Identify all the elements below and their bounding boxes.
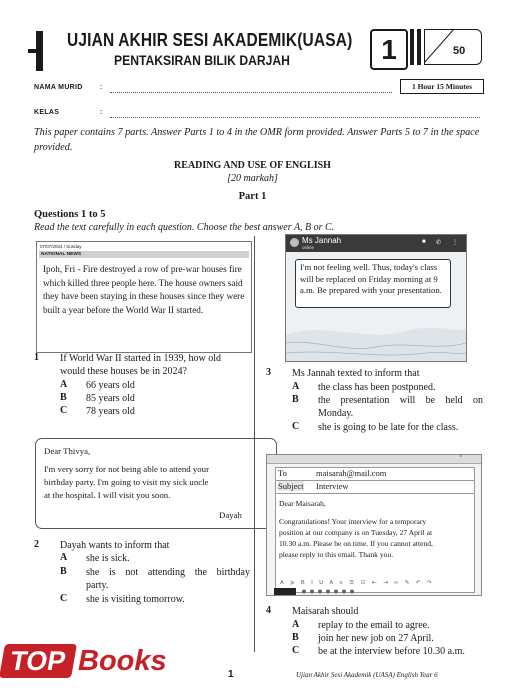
q3-option-a-letter[interactable]: A xyxy=(292,381,300,392)
email-line-2: position at our company is on Tuesday, 27 April at xyxy=(279,528,433,537)
email-greeting: Dear Maisarah, xyxy=(279,499,326,508)
email-line-3: 10.30 a.m. Please be on time. If you cannot attend, xyxy=(279,539,433,548)
q2-option-b-text: she is not attending the birthday xyxy=(86,567,250,578)
part-heading: Part 1 xyxy=(238,191,267,202)
logo-top-text: TOP xyxy=(0,644,77,678)
q3-option-c-letter[interactable]: C xyxy=(292,421,300,432)
email-send-bar xyxy=(274,588,424,595)
letter-line-1: I'm very sorry for not being able to attend your xyxy=(44,464,210,474)
q4-option-c-text: be at the interview before 10.30 a.m. xyxy=(318,646,465,657)
header-bracket-mark xyxy=(28,31,50,71)
q3-option-b-text: the presentation will be held on xyxy=(318,395,483,406)
email-title-bar xyxy=(267,455,481,464)
q4-stem: Maisarah should xyxy=(292,606,359,617)
q4-option-b-text: join her new job on 27 April. xyxy=(318,633,434,644)
email-subject-label: Subject xyxy=(278,481,304,491)
email-subject-field[interactable]: Interview xyxy=(316,481,349,491)
q1-option-c-text: 78 years old xyxy=(86,406,135,417)
name-colon: : xyxy=(100,82,103,91)
paper-number-box: 1 xyxy=(370,29,408,70)
video-call-icon: ■ xyxy=(422,239,426,245)
q3-option-a-text: the class has been postponed. xyxy=(318,382,436,393)
q1-option-c-letter[interactable]: C xyxy=(60,405,68,416)
paper-title: UJIAN AKHIR SESI AKADEMIK(UASA) xyxy=(67,30,353,50)
more-options-icon: ⋮ xyxy=(452,240,458,246)
class-field[interactable] xyxy=(110,117,480,118)
paper-subtitle: PENTAKSIRAN BILIK DARJAH xyxy=(114,53,290,68)
topbooks-watermark-logo xyxy=(0,638,185,686)
letter-signature: Dayah xyxy=(219,510,242,520)
chat-message-bubble: I'm not feeling well. Thus, today's class will be replaced on Friday morning at 9 a.m. Be prepared with your presentation. xyxy=(295,259,451,308)
section-marks: [20 markah] xyxy=(227,173,278,184)
q4-option-a-text: replay to the email to agree. xyxy=(318,620,430,631)
paper-instructions: This paper contains 7 parts. Answer Parts 1 to 4 in the OMR form provided. Answer Parts 5 to 7 in the space provided. xyxy=(34,127,480,153)
name-field[interactable] xyxy=(110,92,392,93)
letter-line-2: birthday party. I'm going to visit my sick uncle xyxy=(44,477,209,487)
total-marks-box xyxy=(410,29,482,65)
questions-heading: Questions 1 to 5 xyxy=(34,209,106,220)
page-number: 1 xyxy=(228,669,234,680)
logo-books-text: Books xyxy=(78,645,167,677)
q4-number: 4 xyxy=(266,605,271,616)
q2-number: 2 xyxy=(34,539,39,550)
q1-stem-line1: If World War II started in 1939, how old xyxy=(60,353,222,364)
close-icon[interactable]: × xyxy=(459,454,463,460)
news-body: Ipoh, Fri - Fire destroyed a row of pre-war houses fire which killed three people here. The house owners said they have been staying in these houses since they were built a year before the World War II started. xyxy=(43,264,245,315)
total-marks: 50 xyxy=(453,45,466,57)
q2-option-b-letter[interactable]: B xyxy=(60,566,67,577)
q2-option-a-text: she is sick. xyxy=(86,553,130,564)
q4-option-c-letter[interactable]: C xyxy=(292,645,300,656)
q1-option-a-letter[interactable]: A xyxy=(60,379,68,390)
email-line-1: Congratulations! Your interview for a temporary xyxy=(279,517,427,526)
q2-option-c-text: she is visiting tomorrow. xyxy=(86,594,185,605)
q3-option-b-letter[interactable]: B xyxy=(292,394,299,405)
q2-stem: Dayah wants to inform that xyxy=(60,540,170,551)
q4-option-a-letter[interactable]: A xyxy=(292,619,300,630)
section-title: READING AND USE OF ENGLISH xyxy=(174,160,331,171)
letter-line-3: at the hospital. I will visit you soon. xyxy=(44,490,171,500)
chat-screenshot xyxy=(285,234,467,362)
q1-option-b-text: 85 years old xyxy=(86,393,135,404)
q2-option-b-continuation: party. xyxy=(86,580,109,591)
q1-stem-line2: would these houses be in 2024? xyxy=(60,366,187,377)
q2-option-a-letter[interactable]: A xyxy=(60,552,68,563)
q3-option-b-continuation: Monday. xyxy=(318,408,354,419)
email-window xyxy=(266,454,482,596)
news-date: 07/07/2024 / Sunday xyxy=(40,244,82,249)
email-to-field[interactable]: maisarah@mail.com xyxy=(316,468,387,478)
q2-option-c-letter[interactable]: C xyxy=(60,593,68,604)
q4-option-b-letter[interactable]: B xyxy=(292,632,299,643)
footer-paper-title: Ujian Akhir Sesi Akademik (UASA) English Year 6 xyxy=(296,671,438,679)
read-instruction: Read the text carefully in each question. Choose the best answer A, B or C. xyxy=(34,222,335,233)
q3-number: 3 xyxy=(266,367,271,378)
email-line-4: please reply to this email. Thank you. xyxy=(279,550,394,559)
email-to-label: To xyxy=(278,468,287,478)
class-colon: : xyxy=(100,107,103,116)
chat-background-illustration xyxy=(286,313,466,362)
letter-greeting: Dear Thivya, xyxy=(44,446,91,456)
chat-status: online xyxy=(302,245,315,250)
news-clipping xyxy=(36,241,252,353)
q1-option-b-letter[interactable]: B xyxy=(60,392,67,403)
avatar xyxy=(290,238,299,247)
name-label: NAMA MURID xyxy=(34,84,83,91)
phone-call-icon: ✆ xyxy=(436,240,442,246)
q1-option-a-text: 66 years old xyxy=(86,380,135,391)
note-letter xyxy=(35,438,277,529)
q3-stem: Ms Jannah texted to inform that xyxy=(292,368,420,379)
email-compose-area xyxy=(275,467,475,593)
email-format-toolbar[interactable]: A ⩾ B I U A ≡ ☰ ☷ ⇤ ⇥ ∞ ✎ ↶ ↷ xyxy=(280,580,435,586)
news-tag: NATIONAL NEWS xyxy=(39,251,249,258)
q3-option-c-text: she is going to be late for the class. xyxy=(318,422,459,433)
duration-box: 1 Hour 15 Minutes xyxy=(400,79,484,94)
class-label: KELAS xyxy=(34,109,60,116)
chat-contact-name: Ms Jannah xyxy=(302,236,342,245)
q1-number: 1 xyxy=(34,352,39,363)
